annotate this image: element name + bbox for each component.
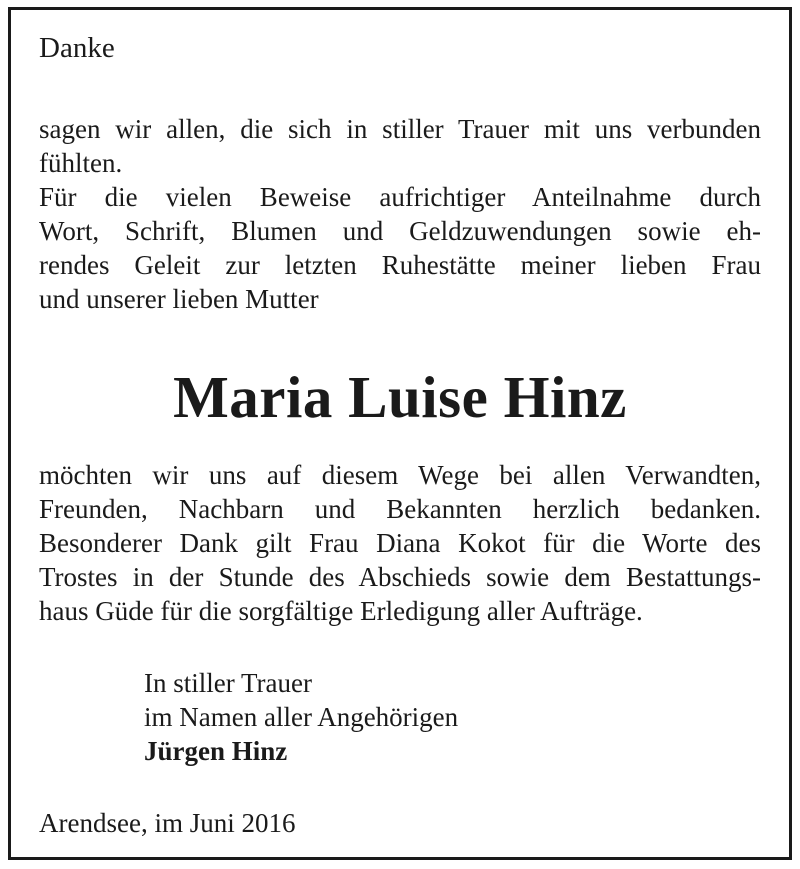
intro-line-2: fühlten. xyxy=(39,148,123,178)
signature-name: Jürgen Hinz xyxy=(144,736,288,766)
intro-line-6: und unserer lieben Mutter xyxy=(39,284,319,314)
deceased-name: Maria Luise Hinz xyxy=(173,364,627,430)
thanks-line-1: möchten wir uns auf diesem Wege bei allen Verwandten, xyxy=(39,460,761,490)
intro-line-1: sagen wir allen, die sich in stiller Trauer mit uns verbunden xyxy=(39,114,761,144)
intro-line-4: Wort, Schrift, Blumen und Geldzuwendungen sowie eh- xyxy=(39,216,761,246)
intro-line-3: Für die vielen Beweise aufrichtiger Anteilnahme durch xyxy=(39,182,761,212)
signature-line-2: im Namen aller Angehörigen xyxy=(144,702,459,732)
thanks-line-3: Besonderer Dank gilt Frau Diana Kokot für die Worte des xyxy=(39,528,761,558)
thanks-line-4: Trostes in der Stunde des Abschieds sowie dem Bestattungs- xyxy=(39,562,761,592)
intro-line-5: rendes Geleit zur letzten Ruhestätte meiner lieben Frau xyxy=(39,250,761,280)
place-and-date: Arendsee, im Juni 2016 xyxy=(39,808,296,838)
notice-heading: Danke xyxy=(39,32,115,64)
thanks-line-5: haus Güde für die sorgfältige Erledigung aller Aufträge. xyxy=(39,596,643,626)
obituary-notice-frame xyxy=(8,7,792,860)
signature-line-1: In stiller Trauer xyxy=(144,668,312,698)
thanks-line-2: Freunden, Nachbarn und Bekannten herzlich bedanken. xyxy=(39,494,761,524)
